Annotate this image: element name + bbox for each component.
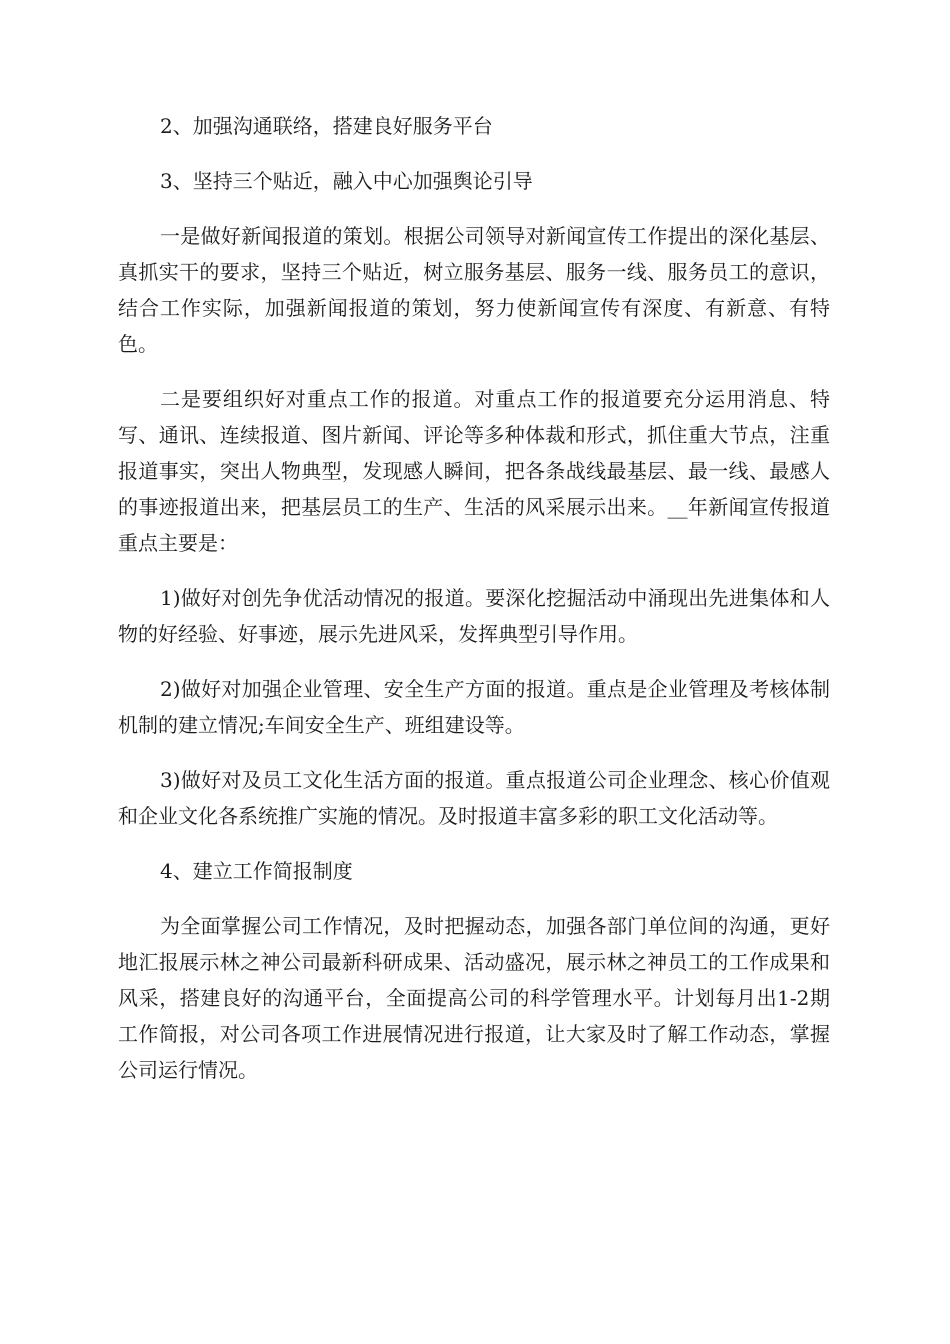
- section-heading-2: 2、加强沟通联络，搭建良好服务平台: [160, 114, 493, 138]
- paragraph-item-1: 1)做好对创先争优活动情况的报道。要深化挖掘活动中涌现出先进集体和人物的好经验、好事迹，展示先进风采，发挥典型引导作用。: [118, 586, 830, 646]
- paragraph-key-work-reporting: 二是要组织好对重点工作的报道。对重点工作的报道要充分运用消息、特写、通讯、连续报道、图片新闻、评论等多种体裁和形式，抓住重大节点，注重报道事实，突出人物典型，发现感人瞬间，把各条战线最基层、最一线、最感人的事迹报道出来，把基层员工的生产、生活的风采展示出来。__年新闻宣传报道重点主要是：: [118, 387, 830, 555]
- paragraph-item-3: 3)做好对及员工文化生活方面的报道。重点报道公司企业理念、核心价值观和企业文化各系统推广实施的情况。及时报道丰富多彩的职工文化活动等。: [118, 768, 830, 828]
- section-heading-4: 4、建立工作简报制度: [160, 859, 353, 883]
- paragraph-briefing-system: 为全面掌握公司工作情况，及时把握动态，加强各部门单位间的沟通，更好地汇报展示林之神公司最新科研成果、活动盛况，展示林之神员工的工作成果和风采，搭建良好的沟通平台，全面提高公司的科学管理水平。计划每月出1-2期工作简报，对公司各项工作进展情况进行报道，让大家及时了解工作动态，掌握公司运行情况。: [118, 914, 830, 1082]
- section-heading-3: 3、坚持三个贴近，融入中心加强舆论引导: [160, 169, 533, 193]
- document-page: [118, 108, 830, 1107]
- paragraph-item-2: 2)做好对加强企业管理、安全生产方面的报道。重点是企业管理及考核体制机制的建立情况;车间安全生产、班组建设等。: [118, 677, 830, 737]
- paragraph-news-planning: 一是做好新闻报道的策划。根据公司领导对新闻宣传工作提出的深化基层、真抓实干的要求，坚持三个贴近，树立服务基层、服务一线、服务员工的意识，结合工作实际，加强新闻报道的策划，努力使新闻宣传有深度、有新意、有特色。: [118, 224, 830, 356]
